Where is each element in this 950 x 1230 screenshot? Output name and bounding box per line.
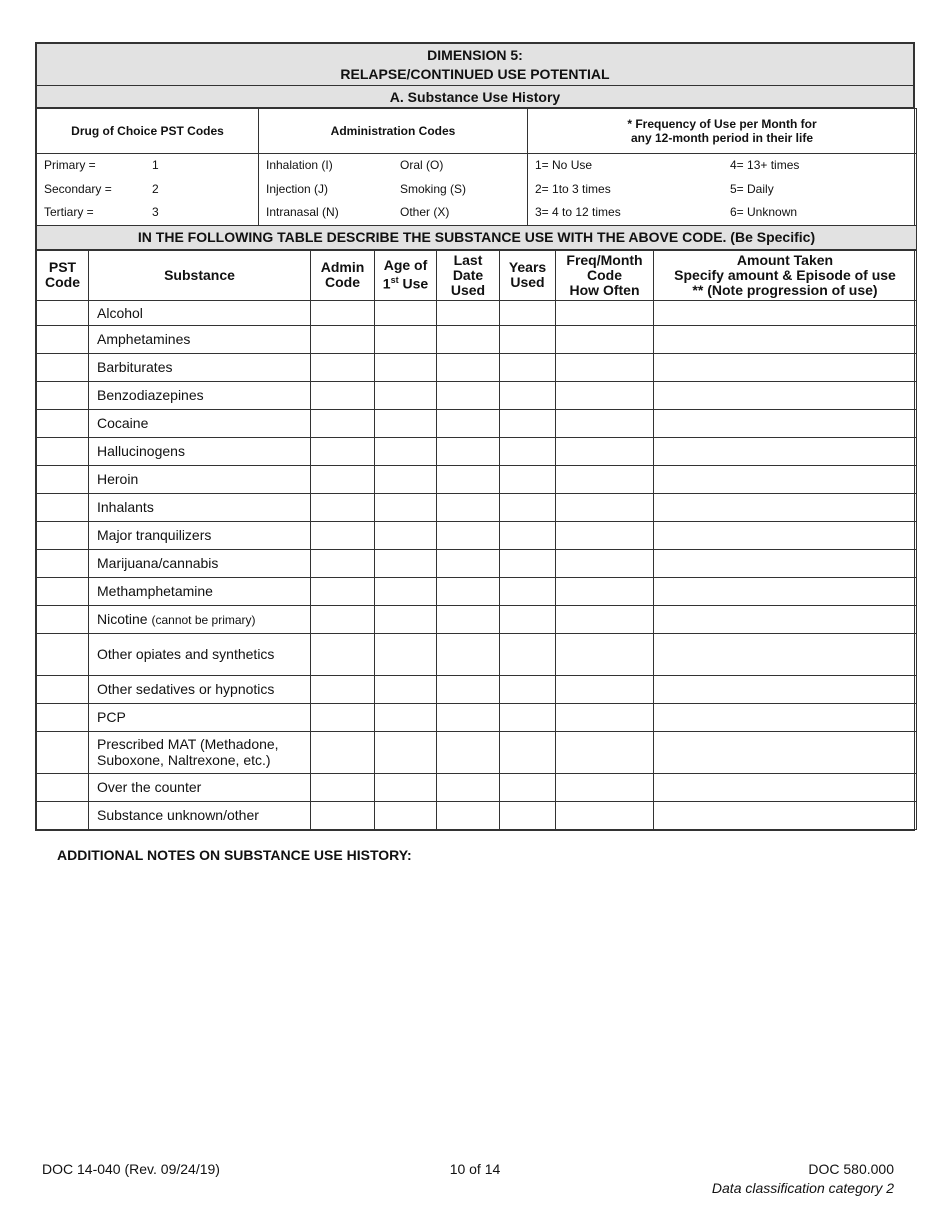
substance-name: PCP bbox=[97, 709, 126, 725]
substance-name: Major tranquilizers bbox=[97, 527, 212, 543]
drug-codes-header: Drug of Choice PST Codes bbox=[37, 109, 259, 154]
substance-name: Prescribed MAT (Methadone, Suboxone, Naltrexone, etc.) bbox=[97, 736, 279, 768]
freq-code: 3= 4 to 12 times bbox=[535, 205, 621, 219]
col-years-used bbox=[500, 250, 556, 300]
years-used-cell[interactable] bbox=[500, 703, 556, 731]
table-instruction: IN THE FOLLOWING TABLE DESCRIBE THE SUBSTANCE USE WITH THE ABOVE CODE. (Be Specific) bbox=[37, 225, 917, 249]
substance-name: Benzodiazepines bbox=[97, 387, 204, 403]
freq-month-cell[interactable] bbox=[556, 577, 654, 605]
col-amount-taken bbox=[654, 250, 917, 300]
col-age-post: Use bbox=[398, 275, 429, 292]
age-first-use-cell[interactable] bbox=[375, 325, 437, 353]
drug-code-value: 3 bbox=[152, 205, 159, 219]
years-used-cell[interactable] bbox=[500, 773, 556, 801]
age-first-use-cell[interactable] bbox=[375, 353, 437, 381]
last-date-used-cell[interactable] bbox=[437, 549, 500, 577]
amount-taken-cell[interactable] bbox=[654, 703, 917, 731]
table-row bbox=[37, 465, 917, 493]
amount-taken-cell[interactable] bbox=[654, 325, 917, 353]
substance-name-cell bbox=[89, 675, 311, 703]
substance-table bbox=[36, 250, 917, 830]
age-first-use-cell[interactable] bbox=[375, 703, 437, 731]
col-last-line: Last bbox=[453, 251, 483, 268]
pst-code-cell[interactable] bbox=[37, 465, 89, 493]
freq-header-line1: * Frequency of Use per Month for bbox=[627, 117, 817, 131]
freq-month-cell[interactable] bbox=[556, 633, 654, 675]
col-amount-line: Specify amount & Episode of use bbox=[674, 266, 896, 283]
last-date-used-cell[interactable] bbox=[437, 773, 500, 801]
substance-name-cell bbox=[89, 353, 311, 381]
col-freq-line: Freq/Month bbox=[566, 251, 643, 268]
admin-code: Inhalation (I) bbox=[266, 158, 333, 172]
last-date-used-cell[interactable] bbox=[437, 437, 500, 465]
last-date-used-cell[interactable] bbox=[437, 577, 500, 605]
freq-month-cell[interactable] bbox=[556, 325, 654, 353]
years-used-cell[interactable] bbox=[500, 300, 556, 325]
substance-name-cell bbox=[89, 381, 311, 409]
pst-code-cell[interactable] bbox=[37, 731, 89, 773]
footer-classification: Data classification category 2 bbox=[711, 1180, 894, 1196]
age-first-use-cell[interactable] bbox=[375, 409, 437, 437]
col-amount-line: Amount Taken bbox=[736, 251, 834, 268]
amount-taken-cell[interactable] bbox=[654, 549, 917, 577]
col-last-line: Date bbox=[452, 266, 484, 283]
admin-code-cell[interactable] bbox=[311, 409, 375, 437]
col-pst-code-line: PST bbox=[48, 259, 77, 275]
freq-month-cell[interactable] bbox=[556, 773, 654, 801]
substance-name: Hallucinogens bbox=[97, 443, 185, 459]
col-last-line: Used bbox=[450, 281, 486, 298]
table-row bbox=[37, 703, 917, 731]
substance-name: Cocaine bbox=[97, 415, 149, 431]
col-age-first-use bbox=[375, 250, 437, 300]
amount-taken-cell[interactable] bbox=[654, 521, 917, 549]
substance-name-cell bbox=[89, 437, 311, 465]
drug-code-label: Tertiary = bbox=[44, 205, 94, 219]
col-substance: Substance bbox=[89, 250, 311, 300]
admin-code-cell[interactable] bbox=[311, 577, 375, 605]
years-used-cell[interactable] bbox=[500, 465, 556, 493]
age-first-use-cell[interactable] bbox=[375, 773, 437, 801]
freq-code: 6= Unknown bbox=[730, 205, 798, 219]
dimension5-form bbox=[35, 42, 915, 831]
years-used-cell[interactable] bbox=[500, 605, 556, 633]
drug-code-label: Primary = bbox=[44, 158, 96, 172]
substance-name: Substance unknown/other bbox=[97, 807, 259, 823]
col-age-line: Age of bbox=[383, 257, 428, 274]
dimension-title bbox=[37, 44, 914, 86]
substance-name-cell bbox=[89, 549, 311, 577]
last-date-used-cell[interactable] bbox=[437, 675, 500, 703]
table-row bbox=[37, 409, 917, 437]
col-age-num: 1 bbox=[382, 275, 391, 292]
amount-taken-cell[interactable] bbox=[654, 465, 917, 493]
substance-name-cell bbox=[89, 731, 311, 773]
freq-month-cell[interactable] bbox=[556, 493, 654, 521]
amount-taken-cell[interactable] bbox=[654, 633, 917, 675]
freq-month-cell[interactable] bbox=[556, 731, 654, 773]
last-date-used-cell[interactable] bbox=[437, 801, 500, 829]
last-date-used-cell[interactable] bbox=[437, 465, 500, 493]
age-first-use-cell[interactable] bbox=[375, 465, 437, 493]
substance-name: Marijuana/cannabis bbox=[97, 555, 219, 571]
age-first-use-cell[interactable] bbox=[375, 549, 437, 577]
dimension-title-line1: DIMENSION 5: bbox=[427, 46, 523, 63]
substance-name: Inhalants bbox=[97, 499, 154, 515]
freq-code: 2= 1to 3 times bbox=[535, 181, 611, 196]
footer-form-id: DOC 14-040 (Rev. 09/24/19) bbox=[42, 1161, 220, 1177]
drug-code-value: 2 bbox=[152, 181, 159, 196]
substance-name-cell bbox=[89, 521, 311, 549]
freq-month-cell[interactable] bbox=[556, 703, 654, 731]
table-row bbox=[37, 577, 917, 605]
years-used-cell[interactable] bbox=[500, 493, 556, 521]
amount-taken-cell[interactable] bbox=[654, 577, 917, 605]
age-first-use-cell[interactable] bbox=[375, 731, 437, 773]
substance-name-cell bbox=[89, 605, 311, 633]
age-first-use-cell[interactable] bbox=[375, 675, 437, 703]
header-table bbox=[36, 43, 914, 108]
table-row bbox=[37, 549, 917, 577]
substance-note: (cannot be primary) bbox=[151, 613, 256, 627]
age-first-use-cell[interactable] bbox=[375, 521, 437, 549]
pst-code-cell[interactable] bbox=[37, 493, 89, 521]
drug-code-label: Secondary = bbox=[44, 181, 112, 196]
substance-name-cell bbox=[89, 493, 311, 521]
age-first-use-cell[interactable] bbox=[375, 381, 437, 409]
table-row bbox=[37, 633, 917, 675]
freq-month-cell[interactable] bbox=[556, 300, 654, 325]
pst-code-cell[interactable] bbox=[37, 409, 89, 437]
freq-month-cell[interactable] bbox=[556, 409, 654, 437]
substance-name-cell bbox=[89, 300, 311, 325]
col-admin-code-line: Code bbox=[325, 274, 360, 290]
last-date-used-cell[interactable] bbox=[437, 381, 500, 409]
admin-code-cell[interactable] bbox=[311, 703, 375, 731]
admin-code-cell[interactable] bbox=[311, 549, 375, 577]
col-admin-code-line: Admin bbox=[320, 259, 365, 275]
age-first-use-cell[interactable] bbox=[375, 300, 437, 325]
table-row bbox=[37, 381, 917, 409]
pst-code-cell[interactable] bbox=[37, 577, 89, 605]
amount-taken-cell[interactable] bbox=[654, 773, 917, 801]
amount-taken-cell[interactable] bbox=[654, 675, 917, 703]
years-used-cell[interactable] bbox=[500, 633, 556, 675]
amount-taken-cell[interactable] bbox=[654, 605, 917, 633]
amount-taken-cell[interactable] bbox=[654, 437, 917, 465]
substance-name: Other opiates and synthetics bbox=[97, 646, 275, 662]
substance-name-cell bbox=[89, 703, 311, 731]
amount-taken-cell[interactable] bbox=[654, 381, 917, 409]
admin-code-cell[interactable] bbox=[311, 605, 375, 633]
years-used-cell[interactable] bbox=[500, 801, 556, 829]
admin-code-cell[interactable] bbox=[311, 633, 375, 675]
substance-name: Barbiturates bbox=[97, 359, 173, 375]
amount-taken-cell[interactable] bbox=[654, 300, 917, 325]
table-row bbox=[37, 731, 917, 773]
pst-code-cell[interactable] bbox=[37, 605, 89, 633]
pst-code-cell[interactable] bbox=[37, 703, 89, 731]
freq-month-cell[interactable] bbox=[556, 465, 654, 493]
admin-code: Intranasal (N) bbox=[266, 205, 339, 219]
pst-code-cell[interactable] bbox=[37, 801, 89, 829]
table-row bbox=[37, 353, 917, 381]
admin-code-cell[interactable] bbox=[311, 353, 375, 381]
admin-code-cell[interactable] bbox=[311, 521, 375, 549]
freq-month-cell[interactable] bbox=[556, 381, 654, 409]
substance-name: Methamphetamine bbox=[97, 583, 213, 599]
drug-code-value: 1 bbox=[152, 158, 159, 172]
years-used-cell[interactable] bbox=[500, 409, 556, 437]
col-years-line: Used bbox=[510, 274, 545, 290]
years-used-cell[interactable] bbox=[500, 549, 556, 577]
table-row bbox=[37, 325, 917, 353]
col-pst-code-line: Code bbox=[45, 274, 80, 290]
years-used-cell[interactable] bbox=[500, 437, 556, 465]
years-used-cell[interactable] bbox=[500, 381, 556, 409]
last-date-used-cell[interactable] bbox=[437, 731, 500, 773]
last-date-used-cell[interactable] bbox=[437, 703, 500, 731]
footer-policy: DOC 580.000 bbox=[808, 1161, 894, 1177]
admin-code-cell[interactable] bbox=[311, 801, 375, 829]
freq-month-cell[interactable] bbox=[556, 521, 654, 549]
last-date-used-cell[interactable] bbox=[437, 409, 500, 437]
admin-codes-list bbox=[259, 154, 528, 226]
admin-code: Injection (J) bbox=[266, 181, 329, 196]
pst-code-cell[interactable] bbox=[37, 773, 89, 801]
col-years-line: Years bbox=[508, 259, 547, 275]
col-freq-month bbox=[556, 250, 654, 300]
years-used-cell[interactable] bbox=[500, 675, 556, 703]
freq-month-cell[interactable] bbox=[556, 675, 654, 703]
admin-code-cell[interactable] bbox=[311, 300, 375, 325]
amount-taken-cell[interactable] bbox=[654, 493, 917, 521]
table-row bbox=[37, 493, 917, 521]
substance-rows bbox=[37, 300, 917, 829]
col-pst-code bbox=[37, 250, 89, 300]
amount-taken-cell[interactable] bbox=[654, 409, 917, 437]
years-used-cell[interactable] bbox=[500, 353, 556, 381]
col-age-sup: st bbox=[390, 275, 399, 286]
table-row bbox=[37, 437, 917, 465]
section-title: A. Substance Use History bbox=[37, 86, 914, 108]
freq-codes-list bbox=[528, 154, 917, 226]
age-first-use-cell[interactable] bbox=[375, 801, 437, 829]
age-first-use-cell[interactable] bbox=[375, 605, 437, 633]
freq-header-line2: any 12-month period in their life bbox=[630, 131, 814, 145]
freq-month-cell[interactable] bbox=[556, 605, 654, 633]
admin-code-cell[interactable] bbox=[311, 773, 375, 801]
codes-table bbox=[36, 108, 917, 250]
pst-code-cell[interactable] bbox=[37, 300, 89, 325]
freq-code: 4= 13+ times bbox=[730, 158, 800, 172]
age-first-use-cell[interactable] bbox=[375, 437, 437, 465]
age-first-use-cell[interactable] bbox=[375, 577, 437, 605]
last-date-used-cell[interactable] bbox=[437, 325, 500, 353]
drug-codes-list bbox=[37, 154, 259, 226]
last-date-used-cell[interactable] bbox=[437, 300, 500, 325]
substance-name: Heroin bbox=[97, 471, 139, 487]
pst-code-cell[interactable] bbox=[37, 381, 89, 409]
admin-code-cell[interactable] bbox=[311, 381, 375, 409]
substance-name-cell bbox=[89, 409, 311, 437]
col-freq-line: Code bbox=[587, 266, 622, 283]
additional-notes-label: ADDITIONAL NOTES ON SUBSTANCE USE HISTORY: bbox=[57, 847, 412, 863]
col-last-date-used bbox=[437, 250, 500, 300]
last-date-used-cell[interactable] bbox=[437, 353, 500, 381]
admin-code: Oral (O) bbox=[400, 158, 444, 172]
admin-code-cell[interactable] bbox=[311, 325, 375, 353]
substance-name: Alcohol bbox=[97, 304, 143, 321]
substance-name-cell bbox=[89, 773, 311, 801]
admin-code: Smoking (S) bbox=[400, 181, 467, 196]
pst-code-cell[interactable] bbox=[37, 675, 89, 703]
pst-code-cell[interactable] bbox=[37, 521, 89, 549]
admin-code-cell[interactable] bbox=[311, 465, 375, 493]
table-row bbox=[37, 300, 917, 325]
amount-taken-cell[interactable] bbox=[654, 353, 917, 381]
table-row bbox=[37, 801, 917, 829]
table-row bbox=[37, 605, 917, 633]
amount-taken-cell[interactable] bbox=[654, 801, 917, 829]
col-amount-line: ** (Note progression of use) bbox=[692, 281, 878, 298]
table-row bbox=[37, 521, 917, 549]
substance-name: Nicotine bbox=[97, 611, 148, 627]
age-first-use-cell[interactable] bbox=[375, 493, 437, 521]
table-row bbox=[37, 773, 917, 801]
pst-code-cell[interactable] bbox=[37, 549, 89, 577]
substance-name-cell bbox=[89, 465, 311, 493]
last-date-used-cell[interactable] bbox=[437, 521, 500, 549]
pst-code-cell[interactable] bbox=[37, 437, 89, 465]
substance-name-cell bbox=[89, 801, 311, 829]
substance-name: Over the counter bbox=[97, 779, 202, 795]
table-row bbox=[37, 675, 917, 703]
last-date-used-cell[interactable] bbox=[437, 493, 500, 521]
freq-code: 1= No Use bbox=[535, 158, 593, 172]
age-first-use-cell[interactable] bbox=[375, 633, 437, 675]
admin-code-cell[interactable] bbox=[311, 731, 375, 773]
substance-name: Other sedatives or hypnotics bbox=[97, 681, 275, 697]
admin-code: Other (X) bbox=[400, 205, 450, 219]
pst-code-cell[interactable] bbox=[37, 633, 89, 675]
pst-code-cell[interactable] bbox=[37, 325, 89, 353]
admin-code-cell[interactable] bbox=[311, 437, 375, 465]
admin-code-cell[interactable] bbox=[311, 493, 375, 521]
footer-page-number: 10 of 14 bbox=[449, 1161, 501, 1177]
years-used-cell[interactable] bbox=[500, 577, 556, 605]
substance-name-cell bbox=[89, 577, 311, 605]
freq-month-cell[interactable] bbox=[556, 549, 654, 577]
substance-name: Amphetamines bbox=[97, 331, 191, 347]
last-date-used-cell[interactable] bbox=[437, 605, 500, 633]
freq-month-cell[interactable] bbox=[556, 801, 654, 829]
col-admin-code bbox=[311, 250, 375, 300]
amount-taken-cell[interactable] bbox=[654, 731, 917, 773]
col-freq-line: How Often bbox=[569, 281, 640, 298]
substance-name-cell bbox=[89, 633, 311, 675]
freq-month-cell[interactable] bbox=[556, 437, 654, 465]
freq-code: 5= Daily bbox=[730, 181, 774, 196]
substance-name-cell bbox=[89, 325, 311, 353]
dimension-title-line2: RELAPSE/CONTINUED USE POTENTIAL bbox=[340, 65, 610, 82]
admin-code-cell[interactable] bbox=[311, 675, 375, 703]
years-used-cell[interactable] bbox=[500, 731, 556, 773]
admin-codes-header: Administration Codes bbox=[259, 109, 528, 154]
years-used-cell[interactable] bbox=[500, 325, 556, 353]
freq-month-cell[interactable] bbox=[556, 353, 654, 381]
freq-codes-header bbox=[528, 109, 917, 154]
last-date-used-cell[interactable] bbox=[437, 633, 500, 675]
years-used-cell[interactable] bbox=[500, 521, 556, 549]
pst-code-cell[interactable] bbox=[37, 353, 89, 381]
